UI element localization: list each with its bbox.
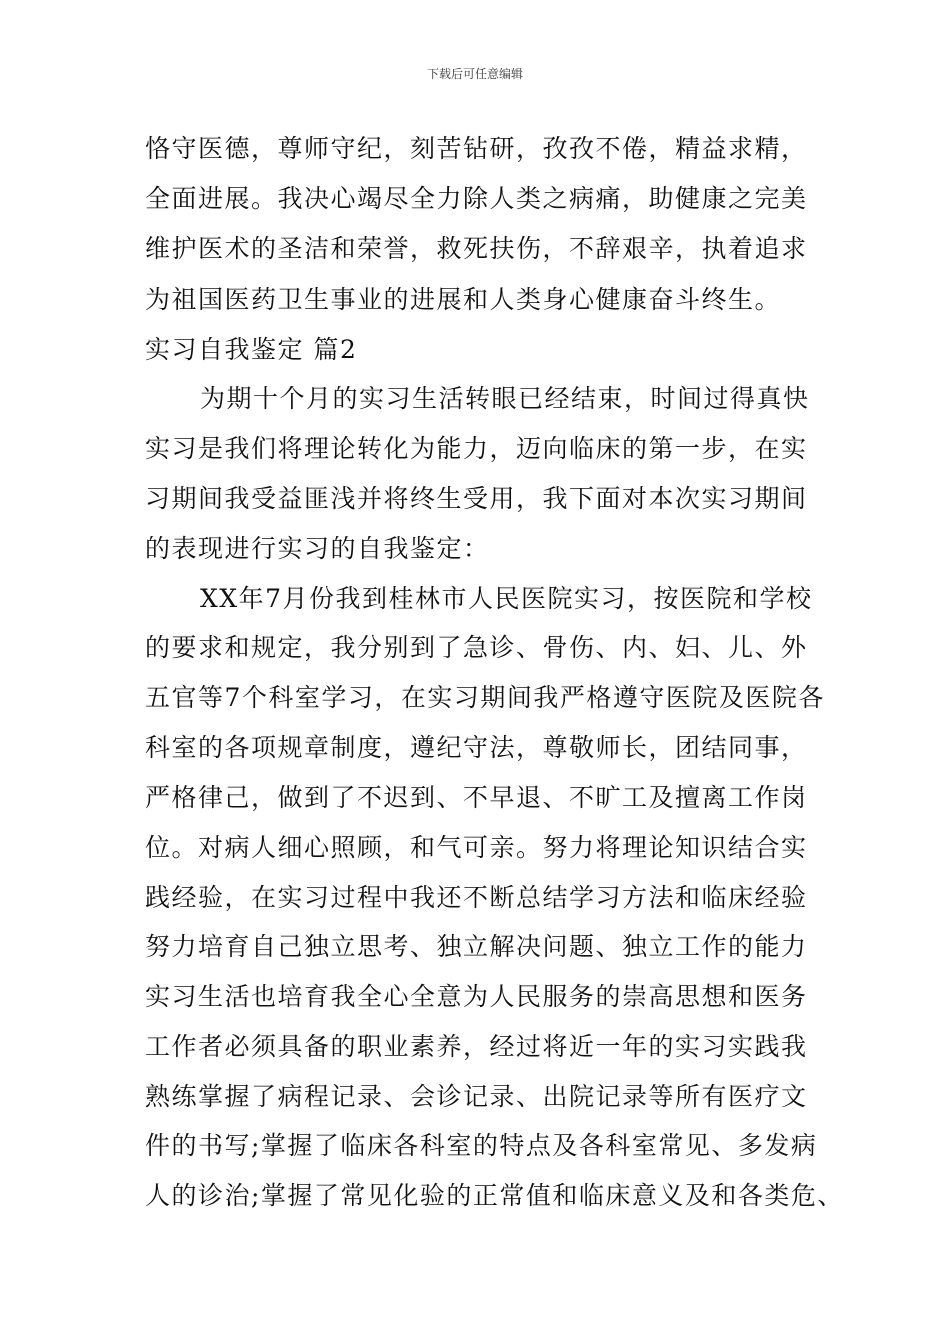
paragraph-2-line-1: XX年7月份我到桂林市人民医院实习，按医院和学校	[200, 584, 813, 613]
paragraph-2-line-10: 工作者必须具备的职业素养，经过将近一年的实习实践我	[145, 1032, 808, 1061]
paragraph-2-line-3: 五官等7个科室学习，在实习期间我严格遵守医院及医院各	[145, 683, 825, 712]
body-line-1: 恪守医德，尊师守纪，刻苦钻研，孜孜不倦，精益求精，	[145, 134, 808, 163]
page-header: 下载后可任意编辑	[426, 67, 523, 81]
paragraph-2-line-9: 实习生活也培育我全心全意为人民服务的崇高思想和医务	[145, 982, 808, 1011]
paragraph-2-line-4: 科室的各项规章制度，遵纪守法，尊敬师长，团结同事，	[145, 733, 808, 762]
body-line-4: 为祖国医药卫生事业的进展和人类身心健康奋斗终生。	[145, 285, 782, 314]
paragraph-2-line-2: 的要求和规定，我分别到了急诊、骨伤、内、妇、儿、外	[145, 633, 808, 662]
paragraph-1-line-1: 为期十个月的实习生活转眼已经结束，时间过得真快	[200, 384, 810, 413]
paragraph-1-line-4: 的表现进行实习的自我鉴定：	[145, 534, 490, 563]
paragraph-2-line-6: 位。对病人细心照顾，和气可亲。努力将理论知识结合实	[145, 833, 808, 862]
paragraph-1-line-2: 实习是我们将理论转化为能力，迈向临床的第一步，在实	[145, 434, 808, 463]
paragraph-2-line-12: 件的书写;掌握了临床各科室的特点及各科室常见、多发病	[145, 1131, 818, 1160]
body-line-2: 全面进展。我决心竭尽全力除人类之病痛，助健康之完美	[145, 184, 808, 213]
paragraph-2-line-13: 人的诊治;掌握了常见化验的正常值和临床意义及和各类危、	[145, 1181, 844, 1210]
paragraph-2-line-11: 熟练掌握了病程记录、会诊记录、出院记录等所有医疗文	[145, 1082, 808, 1111]
paragraph-2-line-5: 严格律己，做到了不迟到、不早退、不旷工及擅离工作岗	[145, 783, 808, 812]
paragraph-1-line-3: 习期间我受益匪浅并将终生受用，我下面对本次实习期间	[145, 484, 808, 513]
body-line-3: 维护医术的圣洁和荣誉，救死扶伤，不辞艰辛，执着追求	[145, 234, 808, 263]
section-heading: 实习自我鉴定 篇2	[145, 335, 358, 364]
paragraph-2-line-8: 努力培育自己独立思考、独立解决问题、独立工作的能力	[145, 932, 808, 961]
paragraph-2-line-7: 践经验，在实习过程中我还不断总结学习方法和临床经验	[145, 883, 808, 912]
